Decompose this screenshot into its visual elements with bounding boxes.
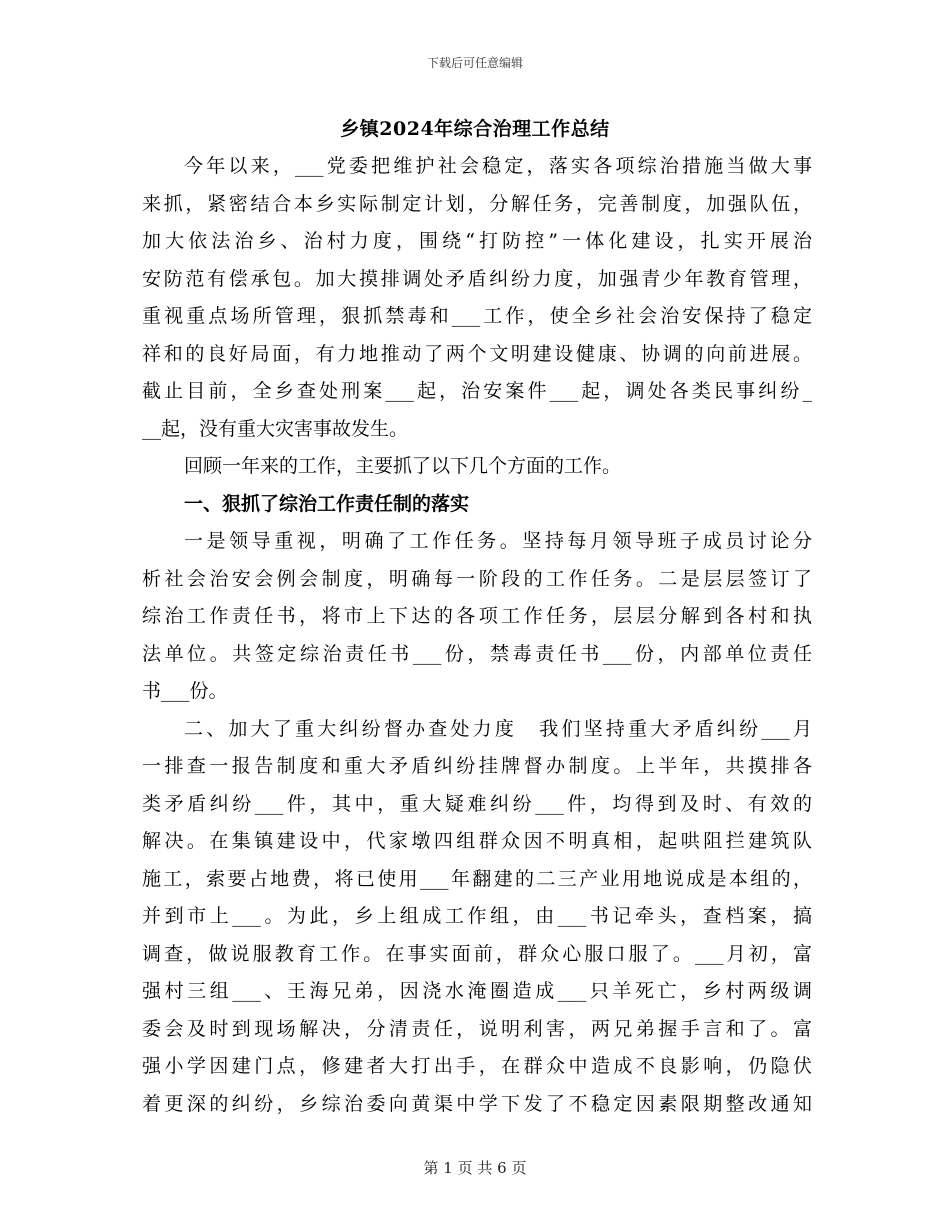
paragraph-line: 施工，索要占地费，将已使用___年翻建的二三产业用地说成是本组的， xyxy=(142,867,812,890)
paragraph-line: 回顾一年来的工作，主要抓了以下几个方面的工作。 xyxy=(184,455,622,477)
paragraph-line: 一排查一报告制度和重大矛盾纠纷挂牌督办制度。上半年，共摸排各 xyxy=(142,755,812,777)
paragraph-line: 委会及时到现场解决，分清责任，说明利害，两兄弟握手言和了。富 xyxy=(142,1017,812,1040)
paragraph-line: 今年以来，___党委把维护社会稳定，落实各项综治措施当做大事 xyxy=(184,155,812,177)
section-heading-line: 一、狠抓了综治工作责任制的落实 xyxy=(184,492,470,515)
paragraph-line: 一是领导重视，明确了工作任务。坚持每月领导班子成员讨论分 xyxy=(184,530,812,552)
paragraph-line: __起，没有重大灾害事故发生。 xyxy=(142,417,409,440)
paragraph-line: 调查，做说服教育工作。在事实面前，群众心服口服了。___月初，富 xyxy=(142,942,812,965)
paragraph-line: 着更深的纠纷，乡综治委向黄渠中学下发了不稳定因素限期整改通知 xyxy=(142,1092,812,1115)
paragraph-line: 书___份。 xyxy=(142,680,228,702)
paragraph-line: 解决。在集镇建设中，代家墩四组群众因不明真相，起哄阻拦建筑队 xyxy=(142,830,812,852)
paragraph-line: 强小学因建门点，修建者大打出手，在群众中造成不良影响，仍隐伏 xyxy=(142,1055,812,1077)
paragraph-line: 并到市上___。为此，乡上组成工作组，由___书记牵头，查档案，搞 xyxy=(142,905,812,927)
paragraph-line: 综治工作责任书，将市上下达的各项工作任务，层层分解到各村和执 xyxy=(142,605,812,627)
paragraph-line: 类矛盾纠纷___件，其中，重大疑难纠纷___件，均得到及时、有效的 xyxy=(142,792,812,815)
paragraph-line: 法单位。共签定综治责任书___份，禁毒责任书___份，内部单位责任 xyxy=(142,642,812,665)
page-number-footer: 第 1 页 共 6 页 xyxy=(423,1159,527,1177)
paragraph-line: 祥和的良好局面，有力地推动了两个文明建设健康、协调的向前进展。 xyxy=(142,342,812,365)
paragraph-line: 重视重点场所管理，狠抓禁毒和___工作，使全乡社会治安保持了稳定 xyxy=(142,305,812,327)
paragraph-line: 截止目前，全乡查处刑案___起，治安案件___起，调处各类民事纠纷_ xyxy=(142,380,812,402)
paragraph-line: 析社会治安会例会制度，明确每一阶段的工作任务。二是层层签订了 xyxy=(142,567,812,590)
document-title: 乡镇2024年综合治理工作总结 xyxy=(340,118,610,140)
paragraph-line: 二、加大了重大纠纷督办查处力度 我们坚持重大矛盾纠纷___月 xyxy=(184,717,812,740)
page-header-note: 下载后可任意编辑 xyxy=(426,56,523,70)
document-body xyxy=(142,148,812,1123)
paragraph-line: 来抓，紧密结合本乡实际制定计划，分解任务，完善制度，加强队伍， xyxy=(142,192,812,215)
paragraph-line: 安防范有偿承包。加大摸排调处矛盾纠纷力度，加强青少年教育管理， xyxy=(142,267,812,290)
paragraph-line: 强村三组___、王海兄弟，因浇水淹圈造成___只羊死亡，乡村两级调 xyxy=(142,980,812,1002)
paragraph-line: 加大依法治乡、治村力度，围绕“打防控”一体化建设，扎实开展治 xyxy=(142,230,812,252)
